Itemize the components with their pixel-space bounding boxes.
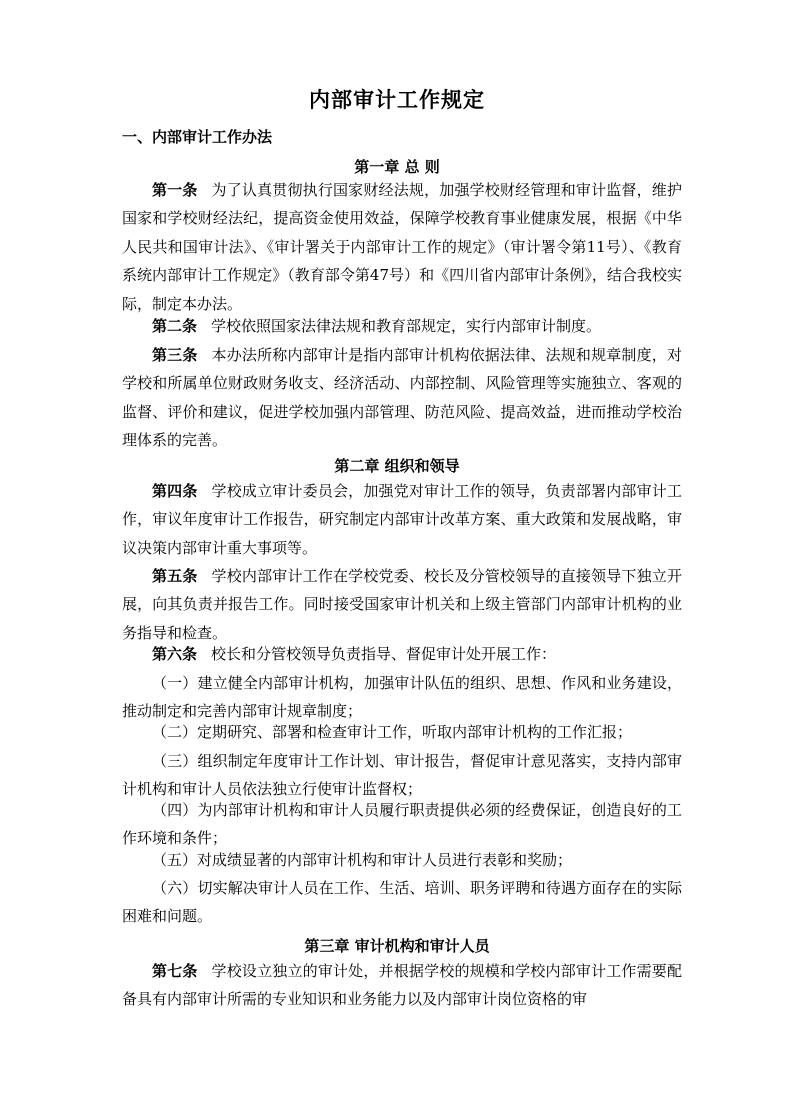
list-item-2: （二）定期研究、部署和检查审计工作，听取内部审计机构的工作汇报；	[152, 723, 633, 741]
article-text: 本办法所称内部审计是指内部审计机构依据法律、法规和规章制度，对学校和所属单位财政财务收支、经济活动、内部控制、风险管理等实施独立、客观的监督、评价和建议，促进学校加强内部管理、防范风险、提高效益，进而推动学校治理体系的完善。	[122, 346, 682, 450]
article-4	[122, 477, 682, 562]
article-text: 学校内部审计工作在学校党委、校长及分管校领导的直接领导下独立开展，向其负责并报告工作。同时接受国家审计机关和上级主管部门内部审计机构的业务指导和检查。	[122, 567, 682, 642]
chapter-heading-1: 第一章 总 则	[354, 158, 440, 176]
article-1	[122, 176, 682, 318]
article-text: 为了认真贯彻执行国家财经法规，加强学校财经管理和审计监督，维护国家和学校财经法纪，提高资金使用效益，保障学校教育事业健康发展，根据《中华人民共和国审计法》、《审计署关于内部审计工作的规定》（审计署令第11号）、《教育系统内部审计工作规定》（教育部令第47号）和《四川省内部审计条例》，结合我校实际，制定本办法。	[122, 181, 682, 313]
article-label: 第六条	[152, 645, 198, 663]
document-title: 内部审计工作规定	[309, 87, 485, 112]
article-2	[122, 312, 682, 340]
article-label: 第三条	[152, 346, 198, 364]
article-label: 第四条	[152, 482, 198, 500]
article-3	[122, 341, 682, 455]
article-text: 学校设立独立的审计处，并根据学校的规模和学校内部审计工作需要配备具有内部审计所需的专业知识和业务能力以及内部审计岗位资格的审	[122, 962, 682, 1009]
chapter-heading-2: 第二章 组织和领导	[334, 457, 460, 475]
list-item-6: （六）切实解决审计人员在工作、生活、培训、职务评聘和待遇方面存在的实际困难和问题。	[122, 879, 682, 926]
article-5	[122, 562, 682, 647]
article-text: 校长和分管校领导负责指导、督促审计处开展工作：	[211, 645, 557, 663]
section-heading: 一、内部审计工作办法	[122, 128, 273, 146]
article-label: 第一条	[152, 181, 198, 199]
chapter-heading-3: 第三章 审计机构和审计人员	[304, 937, 490, 955]
list-item-5: （五）对成绩显著的内部审计机构和审计人员进行表彰和奖励；	[152, 851, 573, 869]
article-label: 第七条	[152, 962, 198, 980]
article-text: 学校成立审计委员会，加强党对审计工作的领导，负责部署内部审计工作，审议年度审计工作报告，研究制定内部审计改革方案、重大政策和发展战略，审议决策内部审计重大事项等。	[122, 482, 682, 557]
list-item-1: （一）建立健全内部审计机构，加强审计队伍的组织、思想、作风和业务建设，推动制定和完善内部审计规章制度；	[122, 674, 682, 721]
list-item-3: （三）组织制定年度审计工作计划、审计报告，督促审计意见落实，支持内部审计机构和审计人员依法独立行使审计监督权；	[122, 752, 682, 799]
article-label: 第二条	[152, 317, 198, 335]
article-7	[122, 957, 682, 1014]
article-text: 学校依照国家法律法规和教育部规定，实行内部审计制度。	[211, 317, 602, 335]
article-6	[122, 640, 682, 668]
list-item-4: （四）为内部审计机构和审计人员履行职责提供必须的经费保证，创造良好的工作环境和条件；	[122, 801, 682, 848]
article-label: 第五条	[152, 567, 198, 585]
